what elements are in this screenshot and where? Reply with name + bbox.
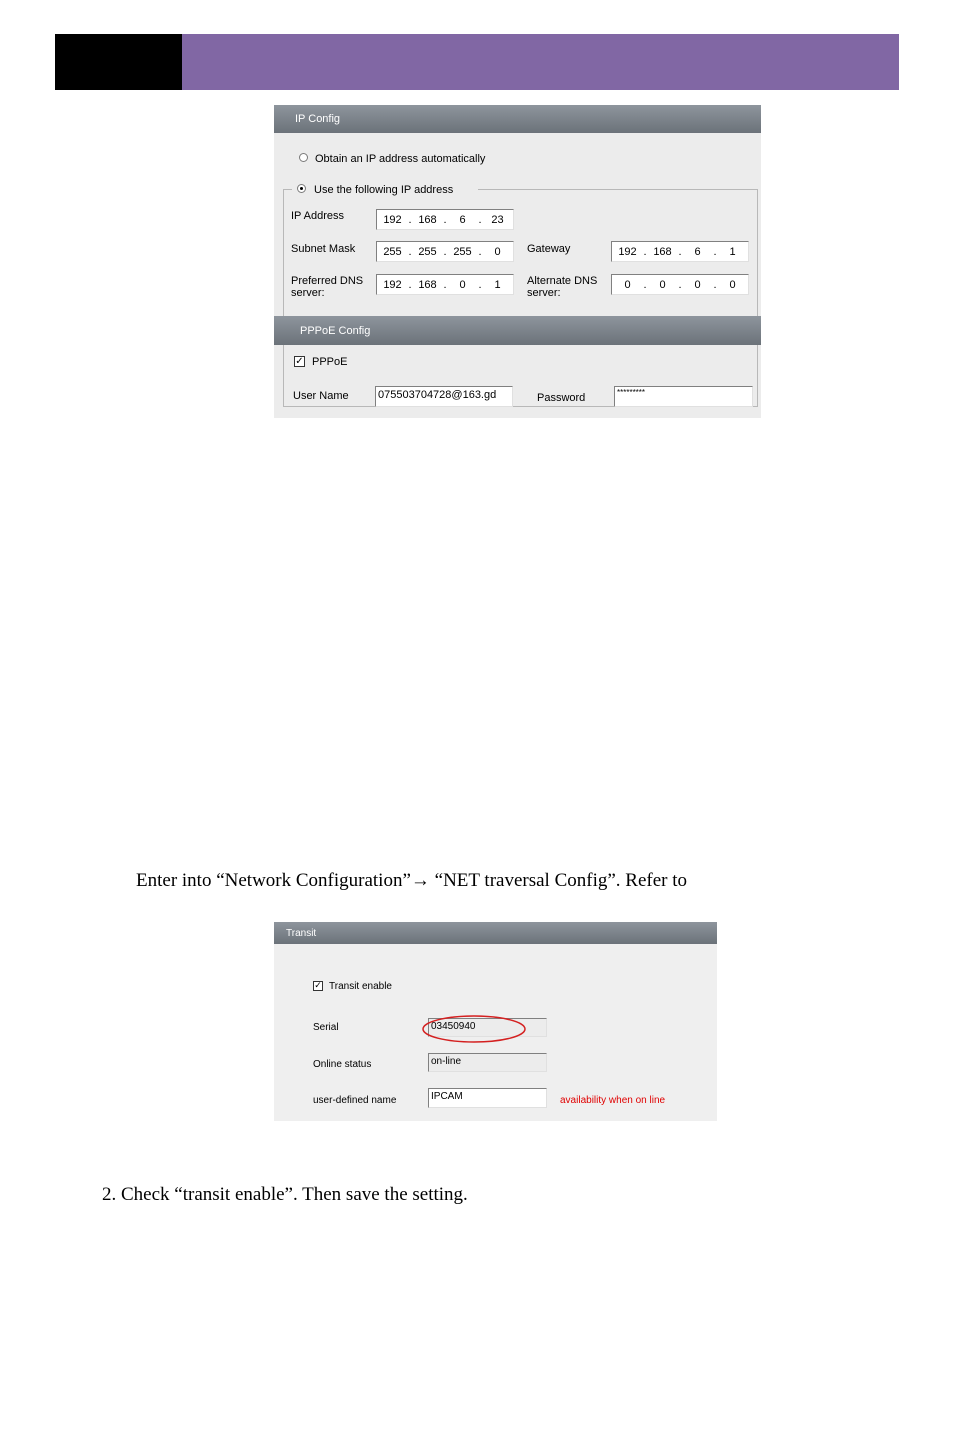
ip-address-label: IP Address	[291, 210, 344, 222]
alternate-dns-input[interactable]: 0 . 0 . 0 . 0	[611, 274, 749, 295]
preferred-dns-input[interactable]: 192 . 168 . 0 . 1	[376, 274, 514, 295]
preferred-dns-label: Preferred DNS server:	[291, 275, 364, 299]
serial-highlight-ellipse	[420, 1013, 528, 1045]
doc-step-2: 2. Check “transit enable”. Then save the setting.	[102, 1184, 468, 1205]
password-input[interactable]: *********	[614, 386, 753, 407]
header-black-block	[55, 34, 182, 90]
transit-enable-label: Transit enable	[329, 981, 392, 992]
serial-field: 03450940	[428, 1018, 547, 1037]
alternate-dns-label: Alternate DNS server:	[527, 275, 598, 299]
availability-note: availability when on line	[560, 1095, 666, 1106]
transit-enable-checkbox[interactable]: ✓	[314, 981, 322, 991]
serial-label: Serial	[313, 1022, 339, 1033]
username-label: User Name	[293, 390, 349, 402]
pppoe-label: PPPoE	[312, 356, 348, 368]
subnet-mask-input[interactable]: 255 . 255 . 255 . 0	[376, 241, 514, 262]
transit-title: Transit	[286, 927, 317, 939]
doc-instruction-line: Enter into “Network Configuration”→ “NET traversal Config”. Refer to	[136, 870, 688, 891]
gateway-label: Gateway	[527, 243, 571, 255]
online-status-label: Online status	[313, 1059, 372, 1070]
use-following-radio[interactable]	[297, 184, 306, 193]
password-label: Password	[537, 392, 586, 404]
user-defined-name-input[interactable]: IPCAM	[428, 1088, 547, 1108]
transit-titlebar	[274, 922, 717, 944]
pppoe-checkbox[interactable]: ✓	[295, 356, 304, 367]
ip-address-input[interactable]: 192 . 168 . 6 . 23	[376, 209, 514, 230]
ip-config-title: IP Config	[295, 113, 341, 125]
obtain-auto-radio[interactable]	[299, 153, 308, 162]
network-config-panel	[274, 105, 761, 418]
pppoe-config-title: PPPoE Config	[300, 324, 371, 337]
pppoe-config-titlebar	[274, 316, 761, 345]
username-input[interactable]: 07550370472​8@163.gd	[375, 386, 513, 407]
ip-config-titlebar	[274, 105, 761, 133]
header-purple-bar	[182, 34, 899, 90]
subnet-mask-label: Subnet Mask	[291, 243, 356, 255]
obtain-auto-label: Obtain an IP address automatically	[315, 153, 486, 165]
transit-panel	[274, 922, 717, 1121]
online-status-field: on-line	[428, 1053, 547, 1072]
gateway-input[interactable]: 192 . 168 . 6 . 1	[611, 241, 749, 262]
user-defined-name-label: user-defined name	[313, 1095, 397, 1106]
use-following-label: Use the following IP address	[314, 184, 454, 196]
